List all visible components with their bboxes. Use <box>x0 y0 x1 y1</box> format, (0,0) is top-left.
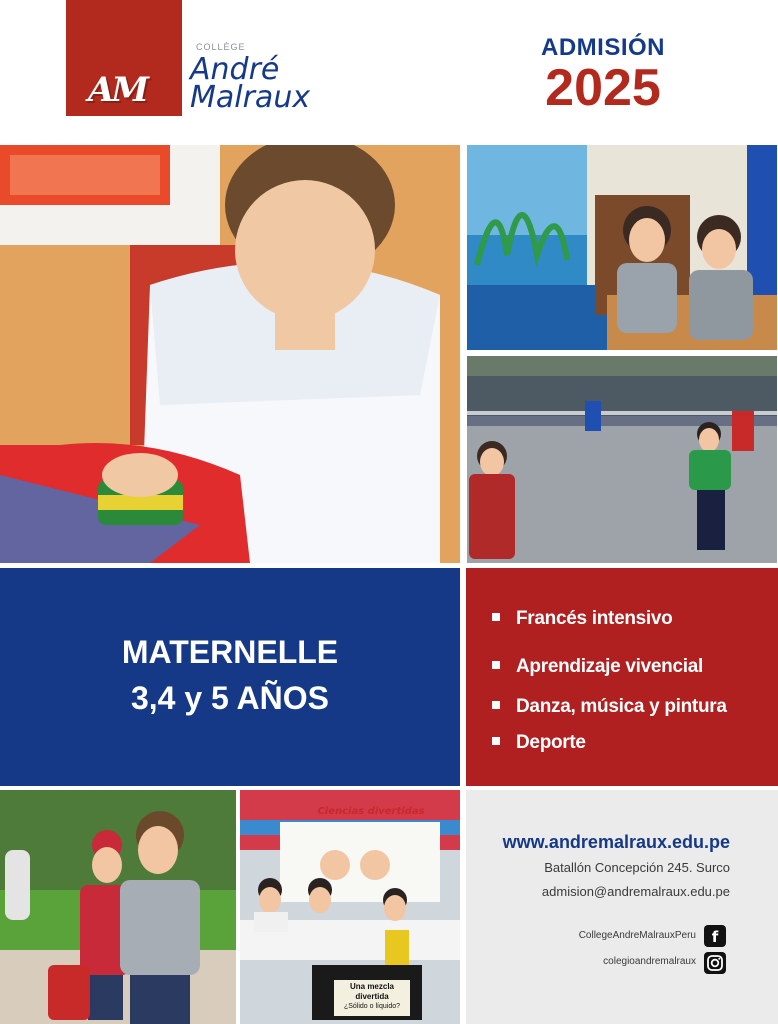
photo-kids-running <box>467 356 777 563</box>
science-banner-text: Ciencias divertidas <box>317 806 425 817</box>
admission-year: 2025 <box>545 59 661 117</box>
feature-item <box>492 732 586 754</box>
email-link[interactable]: admision@andremalraux.edu.pe <box>541 884 730 899</box>
website-link[interactable]: www.andremalraux.edu.pe <box>502 832 730 852</box>
mixture-sign <box>334 980 410 1016</box>
level-panel <box>0 568 460 786</box>
mixture-sign-line3: ¿Sólido o líquido? <box>343 1003 401 1010</box>
admission-label: ADMISIÓN <box>541 34 665 61</box>
bullet-icon <box>492 701 500 709</box>
feature-item <box>492 696 727 718</box>
photo-kids-classroom <box>467 145 777 350</box>
feature-label: Francés intensivo <box>516 608 673 629</box>
brand-college-label: COLLÈGE <box>196 42 246 52</box>
feature-label: Danza, música y pintura <box>516 696 727 717</box>
bullet-icon <box>492 661 500 669</box>
bullet-icon <box>492 737 500 745</box>
level-title: MATERNELLE <box>121 634 339 670</box>
mixture-sign-line2: divertida <box>355 992 389 1001</box>
mixture-sign-line1: Una mezcla <box>349 982 395 991</box>
level-ages: 3,4 y 5 AÑOS <box>130 680 329 716</box>
feature-item <box>492 608 672 630</box>
brand-name-line2: Malraux <box>190 80 311 115</box>
facebook-icon[interactable]: f <box>704 925 726 947</box>
photo-boy-painting <box>0 145 460 563</box>
address: Batallón Concepción 245. Surco <box>544 860 730 875</box>
photo-kids-park <box>0 790 236 1024</box>
logo-initials: AM <box>88 70 147 110</box>
instagram-handle[interactable]: colegioandremalraux <box>603 956 696 967</box>
brand-name-line1: André <box>190 52 280 87</box>
feature-label: Aprendizaje vivencial <box>516 656 703 677</box>
facebook-handle[interactable]: CollegeAndreMalrauxPeru <box>578 930 696 941</box>
instagram-icon[interactable] <box>704 952 726 974</box>
feature-item <box>492 656 703 678</box>
feature-label: Deporte <box>516 732 586 753</box>
bullet-icon <box>492 613 500 621</box>
contact-panel <box>466 790 778 1024</box>
logo <box>66 0 182 116</box>
